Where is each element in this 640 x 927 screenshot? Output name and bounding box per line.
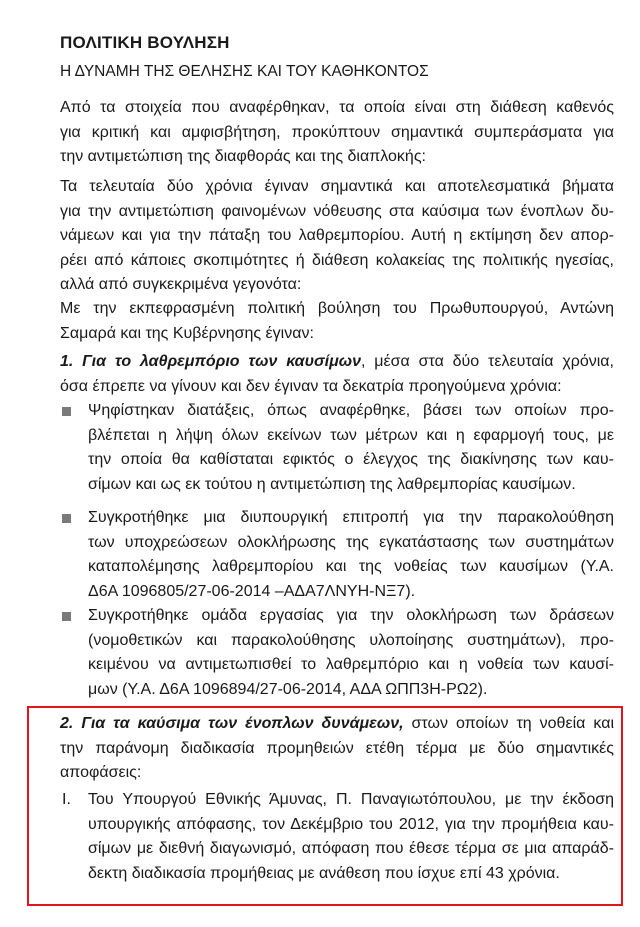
paragraph-3 xyxy=(60,297,614,346)
text-line: ρέει από κάποιες σκοπιμότητες ή διάθεση κολακείας της πολιτικής ηγεσίας, xyxy=(60,251,614,269)
text-line: για την αντιμετώπιση φαινομένων νόθευσης στα καύσιμα των ένοπλων δυ- xyxy=(60,202,614,220)
section-1-heading-line xyxy=(60,350,614,375)
bullet-item xyxy=(62,604,614,702)
text-line: κειμένου να αντιμετωπισθεί το λαθρεμπόριο και η νοθεία των καυσί- xyxy=(88,656,614,673)
text-line: σίμων και ως εκ τούτου η αντιμετώπιση της λαθρεμπορίας καυσίμων. xyxy=(88,475,576,493)
paragraph-2 xyxy=(60,175,614,298)
text-line: των υποχρεώσεων ολοκλήρωσης της εγκατάστασης των συστημάτων xyxy=(88,533,614,551)
text-line: δεκτη διαδικασία προμήθειας με ανάθεση που ίσχυε επί 43 χρόνια. xyxy=(88,864,560,882)
text-line: για κριτική και αμφισβήτηση, προκύπτουν σημαντικά συμπεράσματα για xyxy=(60,123,614,141)
square-bullet-icon xyxy=(62,612,71,621)
item-numeral: I. xyxy=(62,791,71,808)
text-line: αλλά από συγκεκριμένα γεγονότα: xyxy=(60,276,302,293)
square-bullet-icon xyxy=(62,407,71,416)
text-line: Από τα στοιχεία που αναφέρθηκαν, τα οποία είναι στη διάθεση καθενός xyxy=(60,99,614,116)
text-line: καταπολέμησης λαθρεμπορίου και της νοθείας των καυσίμων (Υ.Α. xyxy=(88,558,614,575)
text-line: Με την εκπεφρασμένη πολιτική βούληση του Πρωθυπουργού, Αντώνη xyxy=(60,300,614,317)
section-2-heading-rest: στων οποίων τη νοθεία και xyxy=(403,715,615,732)
text-line: βλέπεται η λήψη όλων εκείνων των μέτρων και η εφαρμογή τους, με xyxy=(88,426,614,444)
text-line: σίμων με διεθνή διαγωνισμό, απόφαση που έθεσε τέρμα σε μια απαράδ- xyxy=(88,840,614,857)
text-line: νάμεων και για την πάταξη του λαθρεμπορίου. Αυτή η εκτίμηση δεν απορ- xyxy=(60,227,614,244)
text-line: την αντιμετώπιση της διαφθοράς και της διαπλοκής: xyxy=(60,148,426,165)
section-1-heading: 1. Για το λαθρεμπόριο των καυσίμων xyxy=(60,353,362,370)
text-line: Τα τελευταία δύο χρόνια έγιναν σημαντικά και αποτελεσματικά βήματα xyxy=(60,178,614,195)
page-subtitle: Η ΔΥΝΑΜΗ ΤΗΣ ΘΕΛΗΣΗΣ ΚΑΙ ΤΟΥ ΚΑΘΗΚΟΝΤΟΣ xyxy=(60,63,429,80)
text-line: την παράνομη διαδικασία προμηθειών ετέθη τέρμα με δύο σημαντικές xyxy=(60,739,614,757)
text-line: όσα έπρεπε να γίνουν και δεν έγιναν τα δεκατρία προηγούμενα χρόνια: xyxy=(60,377,562,395)
text-line: υπουργικής απόφασης, τον Δεκέμβριο του 2012, για την προμήθεια καυ- xyxy=(88,815,614,833)
square-bullet-icon xyxy=(62,514,71,523)
text-line: Συγκροτήθηκε ομάδα εργασίας για την ολοκλήρωση των δράσεων xyxy=(88,607,614,624)
numbered-item xyxy=(62,788,614,886)
section-2-intro xyxy=(60,712,614,786)
text-line: αποφάσεις: xyxy=(60,764,142,781)
text-line: Του Υπουργού Εθνικής Άμυνας, Π. Παναγιωτόπουλου, με την έκδοση xyxy=(88,791,614,808)
section-1-intro xyxy=(60,350,614,399)
text-line: Σαμαρά και της Κυβέρνησης έγιναν: xyxy=(60,324,314,342)
text-line: (νομοθετικών και παρακολούθησης υλοποίησης συστημάτων), προ- xyxy=(88,631,614,649)
bullet-item xyxy=(62,506,614,604)
paragraph-1 xyxy=(60,96,614,170)
page-title: ΠΟΛΙΤΙΚΗ ΒΟΥΛΗΣΗ xyxy=(60,33,230,52)
text-line: Συγκροτήθηκε μια διυπουργική επιτροπή για την παρακολούθηση xyxy=(88,509,614,526)
text-line: μων (Υ.Α. Δ6Α 1096894/27-06-2014, ΑΔΑ ΩΠΠ3Η-ΡΩ2). xyxy=(88,680,488,698)
section-2-heading: 2. Για τα καύσιμα των ένοπλων δυνάμεων, xyxy=(60,715,404,732)
section-1-heading-rest: , μέσα στα δύο τελευταία χρόνια, xyxy=(361,353,614,370)
text-line: Δ6Α 1096805/27-06-2014 –ΑΔΑ7ΛΝΥΗ-ΝΞ7). xyxy=(88,582,416,600)
bullet-item xyxy=(62,399,614,497)
text-line: Ψηφίστηκαν διατάξεις, όπως αναφέρθηκε, βάσει των οποίων προ- xyxy=(88,402,614,419)
section-2-heading-line xyxy=(60,712,614,737)
text-line: την οποία θα καθίσταται εφικτός ο έλεγχος της διακίνησης των καυ- xyxy=(88,451,614,468)
